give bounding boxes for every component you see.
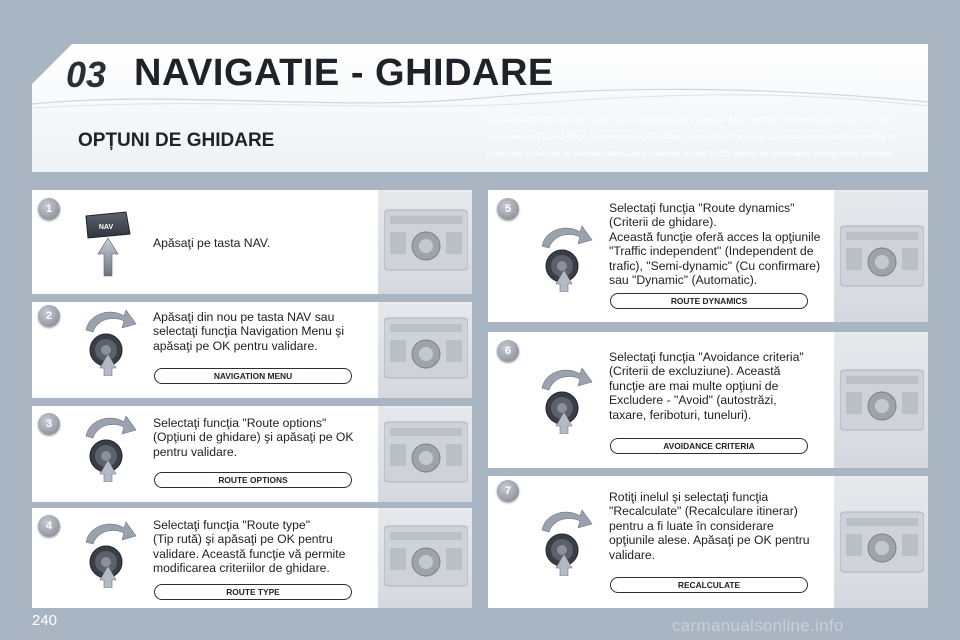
page-number: 240 (32, 612, 58, 629)
radio-photo (834, 190, 928, 322)
intro-paragraph: Când este afişată harta pe ecran, aveţi posibilitatea de a selecta "Map Settings" (Reglaje hartă) apoi "2D Map" (Hartă de sus)/" 2.5D Map" (În perspectivă)/"3D Map" (Hartă 3D)/"North Up" (Orientare spre Nord)/"Heading Up" (Orientare în funcţie de direcţia vehiculului). Clădirile vizibile în 3D depind de avansarea cartografierii oraşelor. (486, 114, 902, 159)
radio-photo (378, 190, 472, 294)
step-text-6: Selectaţi funcţia "Avoidance criteria" (Criterii de excluziune). Această funcţie are mai multe opţiuni de Excludere - "Avoid" (autostrăzi, taxare, feriboturi, tuneluri). (609, 350, 804, 422)
radio-unit-icon (384, 206, 468, 274)
nav-key-label: NAV (98, 224, 114, 231)
step-text-1: Apăsaţi pe tasta NAV. (153, 236, 271, 250)
step-text-2: Apăsaţi din nou pe tasta NAV sau selectaţi funcţia Navigation Menu şi apăsaţi pe OK pentru validare. (153, 310, 345, 353)
menu-label-route-type: ROUTE TYPE (154, 584, 352, 600)
step-text-5: Selectaţi funcţia "Route dynamics" (Criterii de ghidare). Această funcţie oferă acces la opţiunile "Traffic independent" (Independent de trafic), "Semi-dynamic" (Cu confirmare) sau "Dynamic" (Automatic). (609, 201, 821, 288)
chapter-number: 03 (66, 54, 107, 95)
radio-photo (834, 332, 928, 468)
rotary-knob-icon (78, 518, 140, 588)
radio-unit-icon (384, 314, 468, 382)
step-number-5: 5 (497, 198, 519, 220)
step-text-4: Selectaţi funcţia "Route type" (Tip rută) şi apăsaţi pe OK pentru validare. Această funcţie vă permite modificarea criteriilor de ghidare. (153, 518, 346, 576)
section-title: OPȚUNI DE GHIDARE (78, 130, 275, 151)
radio-photo (378, 302, 472, 398)
radio-unit-icon (840, 222, 924, 290)
rotary-knob-icon (534, 364, 596, 434)
step-number-3: 3 (38, 413, 60, 435)
watermark: carmanualsonline.info (672, 616, 844, 635)
radio-photo (378, 406, 472, 502)
step-number-4: 4 (38, 515, 60, 537)
radio-photo (378, 508, 472, 608)
step-text-7: Rotiţi inelul şi selectaţi funcţia "Recalculate" (Recalculare itinerar) pentru a fi luate în considerare opţiunile alese. Apăsaţi pe OK pentru validare. (609, 490, 810, 562)
step-text-3: Selectaţi funcţia "Route options" (Opţiuni de ghidare) şi apăsaţi pe OK pentru validare. (153, 416, 354, 459)
radio-unit-icon (384, 522, 468, 590)
nav-button-icon (82, 210, 134, 280)
rotary-knob-icon (534, 222, 596, 292)
radio-photo (834, 476, 928, 608)
step-number-6: 6 (497, 340, 519, 362)
step-number-7: 7 (497, 480, 519, 502)
menu-label-navigation-menu: NAVIGATION MENU (154, 368, 352, 384)
rotary-knob-icon (78, 412, 140, 482)
rotary-knob-icon (534, 506, 596, 576)
menu-label-recalculate: RECALCULATE (610, 577, 808, 593)
menu-label-route-options: ROUTE OPTIONS (154, 472, 352, 488)
step-number-2: 2 (38, 305, 60, 327)
step-number-1: 1 (38, 198, 60, 220)
radio-unit-icon (840, 508, 924, 576)
radio-unit-icon (384, 418, 468, 486)
page-title: NAVIGATIE - GHIDARE (134, 52, 554, 94)
radio-unit-icon (840, 366, 924, 434)
rotary-knob-icon (78, 306, 140, 376)
menu-label-avoidance-criteria: AVOIDANCE CRITERIA (610, 438, 808, 454)
menu-label-route-dynamics: ROUTE DYNAMICS (610, 293, 808, 309)
